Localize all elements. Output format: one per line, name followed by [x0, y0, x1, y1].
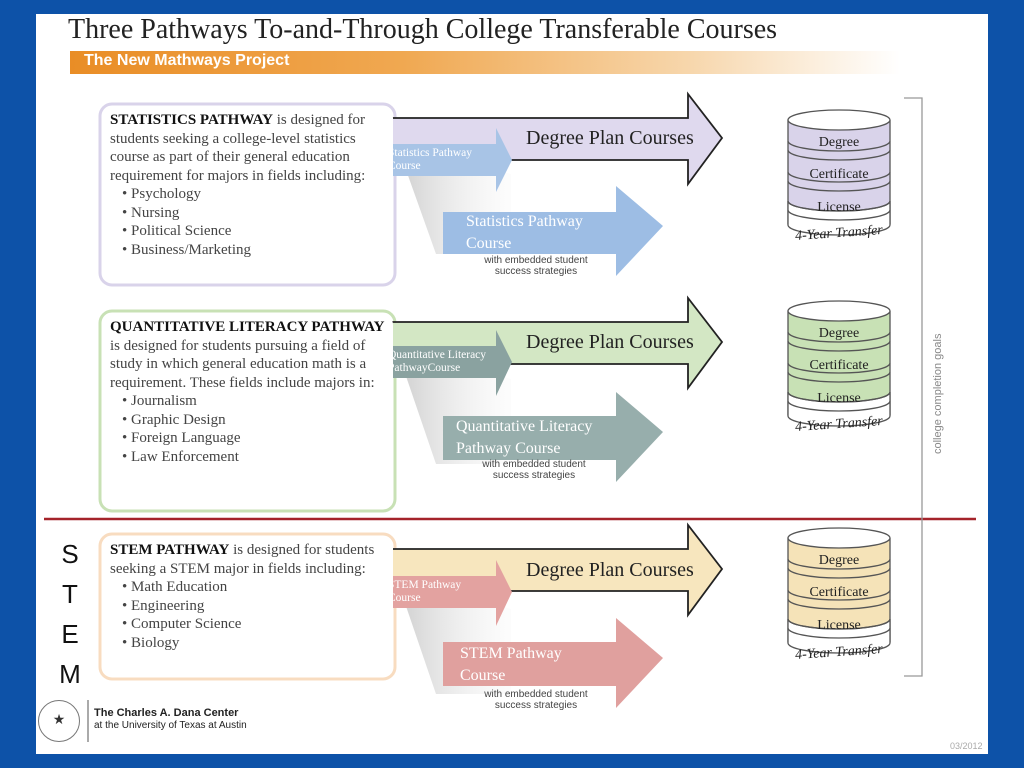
list-item: • Foreign Language	[122, 429, 385, 448]
quantitative-description-box	[102, 313, 393, 509]
slide-date: 03/2012	[950, 741, 983, 751]
list-item: • Political Science	[122, 222, 385, 241]
completion-goals-label: college completion goals	[932, 333, 944, 454]
list-item: • Graphic Design	[122, 411, 385, 430]
stem-description-box	[102, 536, 393, 677]
quantitative-degree-plan-label: Degree Plan Courses	[526, 331, 694, 353]
stem-outcome-degree: Degree	[818, 553, 860, 568]
list-item: • Computer Science	[122, 615, 385, 634]
stem-outcome-transfer: 4-Year Transfer	[794, 641, 884, 664]
stem-letter: T	[62, 579, 78, 609]
statistics-degree-plan-label: Degree Plan Courses	[526, 127, 694, 149]
statistics-course-label: Statistics Pathway Course	[466, 213, 583, 252]
statistics-description	[110, 111, 385, 185]
logo-affiliation: at the University of Texas at Austin	[94, 720, 247, 731]
quantitative-description	[110, 318, 385, 392]
statistics-heading: STATISTICS PATHWAY	[110, 112, 273, 128]
statistics-outcome-degree: Degree	[818, 135, 860, 150]
stem-majors-list	[110, 578, 385, 652]
statistics-outcome-certificate: Certificate	[809, 167, 869, 182]
page-title: Three Pathways To-and-Through College Transferable Courses	[68, 14, 778, 45]
completion-goals-bracket	[904, 98, 922, 676]
stem-vertical-label	[58, 534, 82, 694]
quantitative-outcome-degree: Degree	[818, 326, 860, 341]
quantitative-outcome-transfer: 4-Year Transfer	[794, 413, 884, 436]
quantitative-heading: QUANTITATIVE LITERACY PATHWAY	[110, 319, 385, 335]
quantitative-description-text: is designed for students pursuing a field of study in which general education math is a requirement. These fields include majors in:	[110, 337, 375, 391]
quantitative-outcome-certificate: Certificate	[809, 358, 869, 373]
logo-name: The Charles A. Dana Center	[94, 707, 239, 719]
stem-course-label: STEM Pathway Course	[460, 645, 562, 684]
stem-degree-plan-label: Degree Plan Courses	[526, 559, 694, 581]
statistics-embedded-note: with embedded student success strategies	[484, 255, 588, 277]
stem-heading: STEM PATHWAY	[110, 542, 230, 558]
list-item: • Law Enforcement	[122, 448, 385, 467]
stem-letter: S	[61, 539, 79, 569]
page-subtitle: The New Mathways Project	[84, 52, 290, 69]
quantitative-course-label: Quantitative Literacy Pathway Course	[456, 418, 593, 457]
stem-outcome-certificate: Certificate	[809, 585, 869, 600]
quantitative-embedded-note: with embedded student success strategies	[482, 459, 586, 481]
statistics-majors-list	[110, 185, 385, 259]
list-item: • Nursing	[122, 204, 385, 223]
quantitative-small-course-label: Quantitative Literacy PathwayCourse	[388, 349, 487, 374]
stem-outcome-license: License	[817, 618, 861, 633]
dana-center-seal-logo: ★	[38, 700, 80, 742]
slide	[36, 14, 988, 754]
statistics-outcome-license: License	[817, 200, 861, 215]
statistics-description-text: is designed for students seeking a college-level statistics course as part of their general education requirement for majors in fields including:	[110, 112, 366, 184]
quantitative-outcome-license: License	[817, 391, 861, 406]
statistics-small-course-label: Statistics Pathway Course	[388, 147, 473, 172]
stem-letter: M	[59, 659, 81, 689]
list-item: • Business/Marketing	[122, 241, 385, 260]
stem-description	[110, 541, 385, 578]
list-item: • Psychology	[122, 185, 385, 204]
stem-description-text: is designed for students seeking a STEM major in fields including:	[110, 542, 375, 577]
stem-small-course-label: STEM Pathway Course	[388, 579, 462, 604]
stem-embedded-note: with embedded student success strategies	[484, 689, 588, 711]
list-item: • Journalism	[122, 392, 385, 411]
stem-letter: E	[61, 619, 79, 649]
list-item: • Biology	[122, 634, 385, 653]
list-item: • Engineering	[122, 597, 385, 616]
statistics-description-box	[102, 106, 393, 283]
statistics-outcome-transfer: 4-Year Transfer	[794, 222, 884, 245]
quantitative-majors-list	[110, 392, 385, 466]
list-item: • Math Education	[122, 578, 385, 597]
